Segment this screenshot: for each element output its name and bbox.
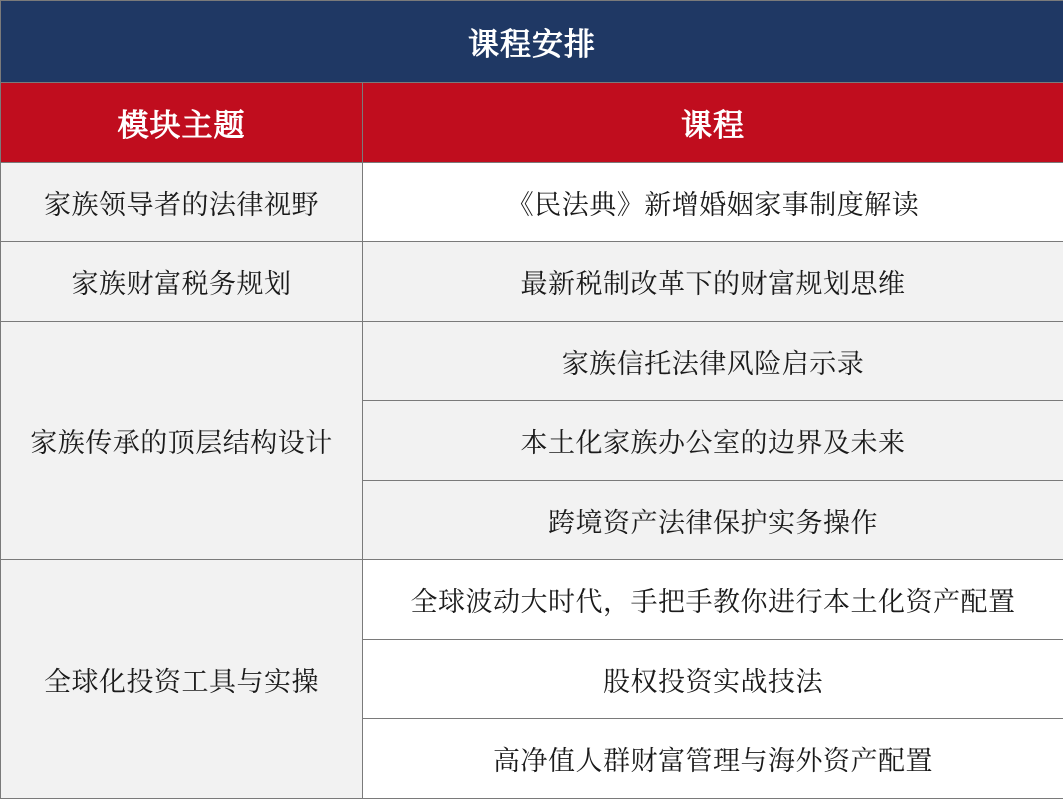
table-row — [1, 560, 1063, 639]
table-row — [1, 321, 1063, 400]
table-title: 课程安排 — [1, 1, 1063, 83]
course-column-header: 课程 — [363, 82, 1063, 163]
module-column-header: 模块主题 — [1, 82, 363, 163]
course-cell: 《民法典》新增婚姻家事制度解读 — [363, 163, 1063, 242]
table-header-row — [1, 82, 1063, 163]
course-cell: 跨境资产法律保护实务操作 — [363, 480, 1063, 559]
module-cell: 全球化投资工具与实操 — [1, 560, 363, 799]
course-cell: 本土化家族办公室的边界及未来 — [363, 401, 1063, 480]
module-cell: 家族领导者的法律视野 — [1, 163, 363, 242]
course-cell: 股权投资实战技法 — [363, 639, 1063, 718]
course-cell: 全球波动大时代，手把手教你进行本土化资产配置 — [363, 560, 1063, 639]
table-title-row — [1, 1, 1063, 83]
module-cell: 家族传承的顶层结构设计 — [1, 321, 363, 559]
table-row — [1, 163, 1063, 242]
course-cell: 最新税制改革下的财富规划思维 — [363, 242, 1063, 321]
module-cell: 家族财富税务规划 — [1, 242, 363, 321]
course-cell: 家族信托法律风险启示录 — [363, 321, 1063, 400]
course-cell: 高净值人群财富管理与海外资产配置 — [363, 719, 1063, 799]
table-row — [1, 242, 1063, 321]
